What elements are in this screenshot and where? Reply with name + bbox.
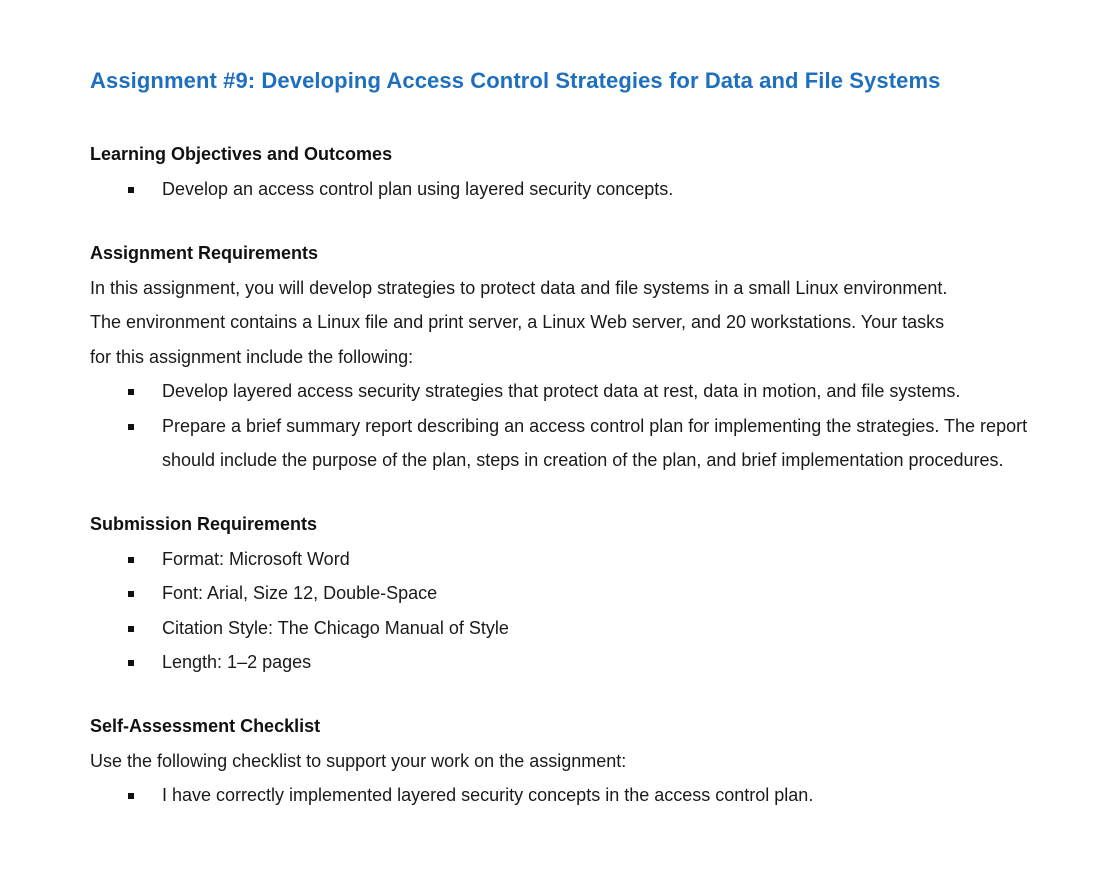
section-heading-checklist: Self-Assessment Checklist	[90, 715, 321, 736]
list-item	[90, 409, 1042, 478]
square-bullet-icon	[128, 660, 134, 666]
list-item	[90, 542, 1042, 577]
list-item	[90, 778, 1042, 813]
square-bullet-icon	[128, 793, 134, 799]
list-item-text: Format: Microsoft Word	[162, 548, 350, 569]
list-item-text: Font: Arial, Size 12, Double-Space	[162, 583, 438, 603]
list-item-text: Prepare a brief summary report describing an access control plan for implementing the strategies. The report should include the purpose of the plan, steps in creation of the plan, and brief implementation procedures.	[162, 415, 1028, 470]
square-bullet-icon	[128, 389, 134, 395]
list-item	[90, 576, 1042, 611]
list-item	[90, 374, 1042, 409]
bullet-list-checklist	[90, 778, 1052, 813]
section-submission	[90, 512, 1052, 680]
section-heading-requirements: Assignment Requirements	[90, 242, 319, 263]
list-item-text: Develop layered access security strategies that protect data at rest, data in motion, and file systems.	[162, 381, 961, 401]
list-item-text: Develop an access control plan using layered security concepts.	[162, 179, 674, 199]
checklist-paragraph: Use the following checklist to support your work on the assignment:	[90, 750, 627, 771]
requirements-paragraph: In this assignment, you will develop strategies to protect data and file systems in a small Linux environment. The environment contains a Linux file and print server, a Linux Web server, and 20 workstations. Your tasks for this assignment include the following:	[90, 277, 948, 367]
square-bullet-icon	[128, 187, 134, 193]
list-item-text: I have correctly implemented layered security concepts in the access control plan.	[162, 785, 814, 805]
document-title: Assignment #9: Developing Access Control Strategies for Data and File Systems	[90, 68, 941, 93]
list-item	[90, 172, 1042, 207]
section-heading-objectives: Learning Objectives and Outcomes	[90, 144, 393, 164]
bullet-list-requirements	[90, 374, 1052, 478]
section-checklist	[90, 714, 1052, 813]
square-bullet-icon	[128, 626, 134, 632]
square-bullet-icon	[128, 591, 134, 597]
section-objectives	[90, 142, 1052, 207]
list-item-text: Citation Style: The Chicago Manual of Style	[162, 617, 509, 638]
list-item-text: Length: 1–2 pages	[162, 652, 312, 672]
list-item	[90, 611, 1042, 646]
square-bullet-icon	[128, 424, 134, 430]
bullet-list-submission	[90, 542, 1052, 680]
list-item	[90, 645, 1042, 680]
bullet-list-objectives	[90, 172, 1052, 207]
square-bullet-icon	[128, 557, 134, 563]
section-requirements	[90, 241, 1052, 478]
section-heading-submission: Submission Requirements	[90, 513, 318, 534]
